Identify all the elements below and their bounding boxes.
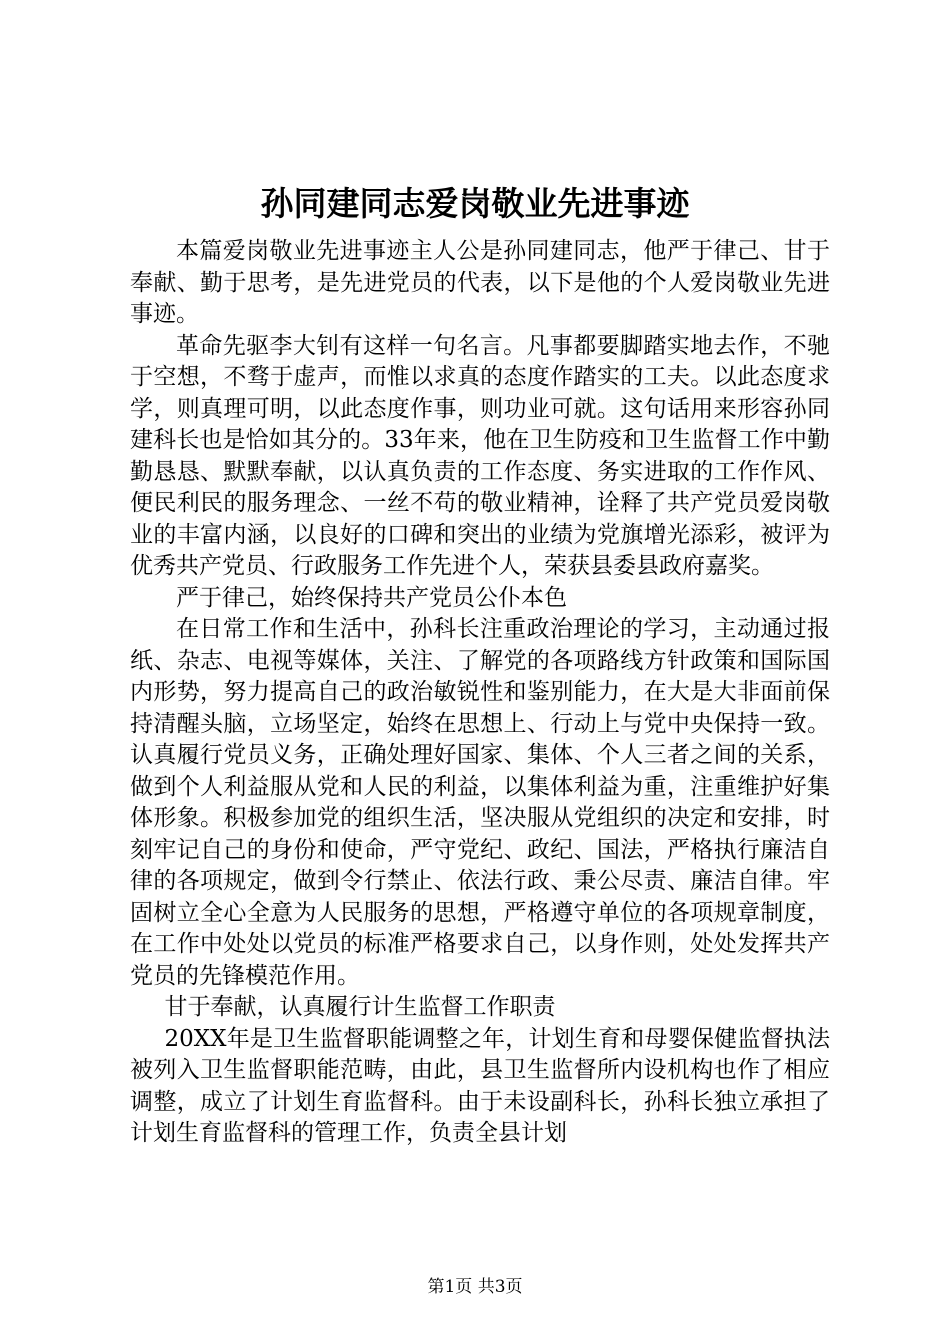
- paragraph-discipline: 在日常工作和生活中，孙科长注重政治理论的学习，主动通过报纸、杂志、电视等媒体，关注、了解党的各项路线方针政策和国际国内形势，努力提高自己的政治敏锐性和鉴别能力，在大是大非面前保持清醒头脑，立场坚定，始终在思想上、行动上与党中央保持一致。认真履行党员义务，正确处理好国家、集体、个人三者之间的关系，做到个人利益服从党和人民的利益，以集体利益为重，注重维护好集体形象。积极参加党的组织生活，坚决服从党组织的决定和安排，时刻牢记自己的身份和使命，严守党纪、政纪、国法，严格执行廉洁自律的各项规定，做到令行禁止、依法行政、秉公尽责、廉洁自律。牢固树立全心全意为人民服务的思想，严格遵守单位的各项规章制度，在工作中处处以党员的标准严格要求自己，以身作则，处处发挥共产党员的先锋模范作用。: [130, 616, 830, 989]
- paragraph-intro: 本篇爱岗敬业先进事迹主人公是孙同建同志，他严于律己、甘于奉献、勤于思考，是先进党员的代表，以下是他的个人爱岗敬业先进事迹。: [130, 238, 830, 327]
- page-number-footer: 第1页 共3页: [427, 1277, 523, 1297]
- paragraph-dedication: 20XX年是卫生监督职能调整之年，计划生育和母婴保健监督执法被列入卫生监督职能范畴，由此，县卫生监督所内设机构也作了相应调整，成立了计划生育监督科。由于未设副科长，孙科长独立承担了计划生育监督科的管理工作，负责全县计划: [130, 1025, 830, 1146]
- document-title: 孙同建同志爱岗敬业先进事迹: [260, 184, 690, 223]
- section-heading-dedication: 甘于奉献，认真履行计生监督工作职责: [164, 994, 556, 1020]
- document-body: [130, 236, 830, 1150]
- paragraph-quote: 革命先驱李大钊有这样一句名言。凡事都要脚踏实地去作，不驰于空想，不骛于虚声，而惟以求真的态度作踏实的工夫。以此态度求学，则真理可明，以此态度作事，则功业可就。这句话用来形容孙同建科长也是恰如其分的。33年来，他在卫生防疫和卫生监督工作中勤勤恳恳、默默奉献，以认真负责的工作态度、务实进取的工作作风、便民利民的服务理念、一丝不苟的敬业精神，诠释了共产党员爱岗敬业的丰富内涵，以良好的口碑和突出的业绩为党旗增光添彩，被评为优秀共产党员、行政服务工作先进个人，荣获县委县政府嘉奖。: [130, 332, 830, 579]
- section-heading-discipline: 严于律己，始终保持共产党员公仆本色: [176, 584, 567, 611]
